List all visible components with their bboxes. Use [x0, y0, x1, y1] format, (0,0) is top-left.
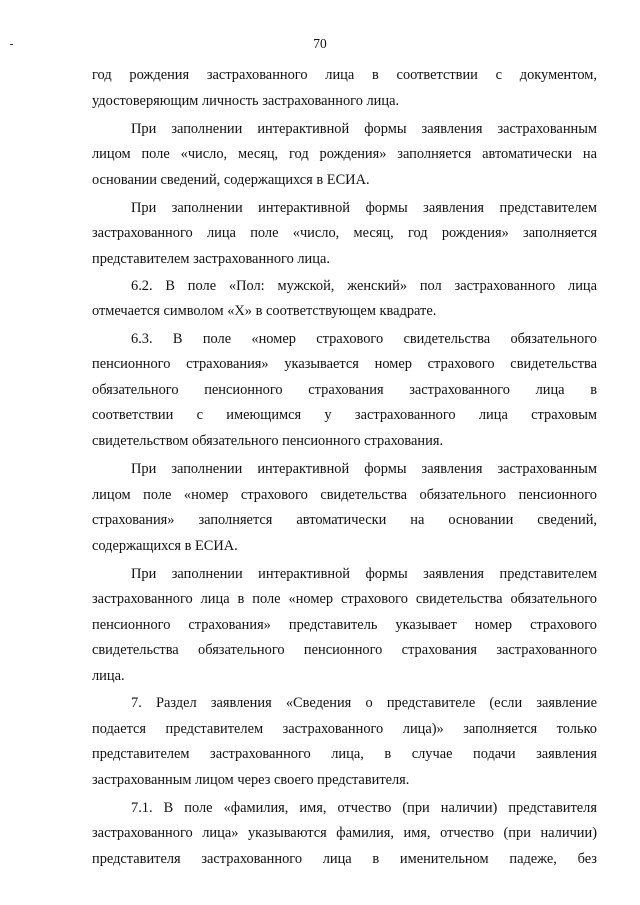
- text-line: застрахованным лицом через своего представителя.: [92, 772, 410, 788]
- text-line: содержащихся в ЕСИА.: [92, 538, 238, 554]
- text-line: застрахованного лица» указываются фамилия, имя, отчество (при наличии): [92, 825, 597, 841]
- text-line: обязательного пенсионного страхования застрахованного лица в: [92, 382, 597, 398]
- text-line: При заполнении интерактивной формы заявления представителем: [131, 200, 597, 216]
- text-line: удостоверяющим личность застрахованного лица.: [92, 93, 400, 109]
- text-line: пенсионного страхования» представитель указывает номер страхового: [92, 617, 597, 633]
- text-line: лицом поле «число, месяц, год рождения» заполняется автоматически на: [92, 146, 597, 162]
- text-line: основании сведений, содержащихся в ЕСИА.: [92, 172, 370, 188]
- text-line: представителя застрахованного лица в именительном падеже, без: [92, 851, 597, 867]
- text-line: страхования» заполняется автоматически на основании сведений,: [92, 512, 597, 528]
- text-line: застрахованного лица в поле «номер страхового свидетельства обязательного: [92, 591, 597, 607]
- text-line: лицом поле «номер страхового свидетельства обязательного пенсионного: [92, 487, 597, 503]
- text-line: 6.3. В поле «номер страхового свидетельства обязательного: [131, 331, 597, 347]
- text-line: 6.2. В поле «Пол: мужской, женский» пол застрахованного лица: [131, 278, 597, 294]
- text-line: 7.1. В поле «фамилия, имя, отчество (при наличии) представителя: [131, 800, 597, 816]
- text-line: При заполнении интерактивной формы заявления застрахованным: [131, 121, 597, 137]
- text-line: застрахованного лица поле «число, месяц, год рождения» заполняется: [92, 225, 597, 241]
- text-line: отмечается символом «X» в соответствующем квадрате.: [92, 303, 437, 319]
- text-line: подается представителем застрахованного лица)» заполняется только: [92, 721, 597, 737]
- text-line: представителем застрахованного лица, в случае подачи заявления: [92, 746, 597, 762]
- page-number: 70: [313, 36, 327, 51]
- text-line: лица.: [92, 668, 125, 684]
- text-line: свидетельства обязательного пенсионного страхования застрахованного: [92, 642, 597, 658]
- text-line: При заполнении интерактивной формы заявления представителем: [131, 566, 597, 582]
- text-line: пенсионного страхования» указывается номер страхового свидетельства: [92, 356, 597, 372]
- text-line: год рождения застрахованного лица в соответствии с документом,: [92, 67, 597, 83]
- text-line: соответствии с имеющимся у застрахованного лица страховым: [92, 407, 597, 423]
- text-line: представителем застрахованного лица.: [92, 251, 330, 267]
- text-line: При заполнении интерактивной формы заявления застрахованным: [131, 461, 597, 477]
- text-line: 7. Раздел заявления «Сведения о представителе (если заявление: [131, 695, 597, 711]
- text-line: свидетельством обязательного пенсионного страхования.: [92, 433, 444, 449]
